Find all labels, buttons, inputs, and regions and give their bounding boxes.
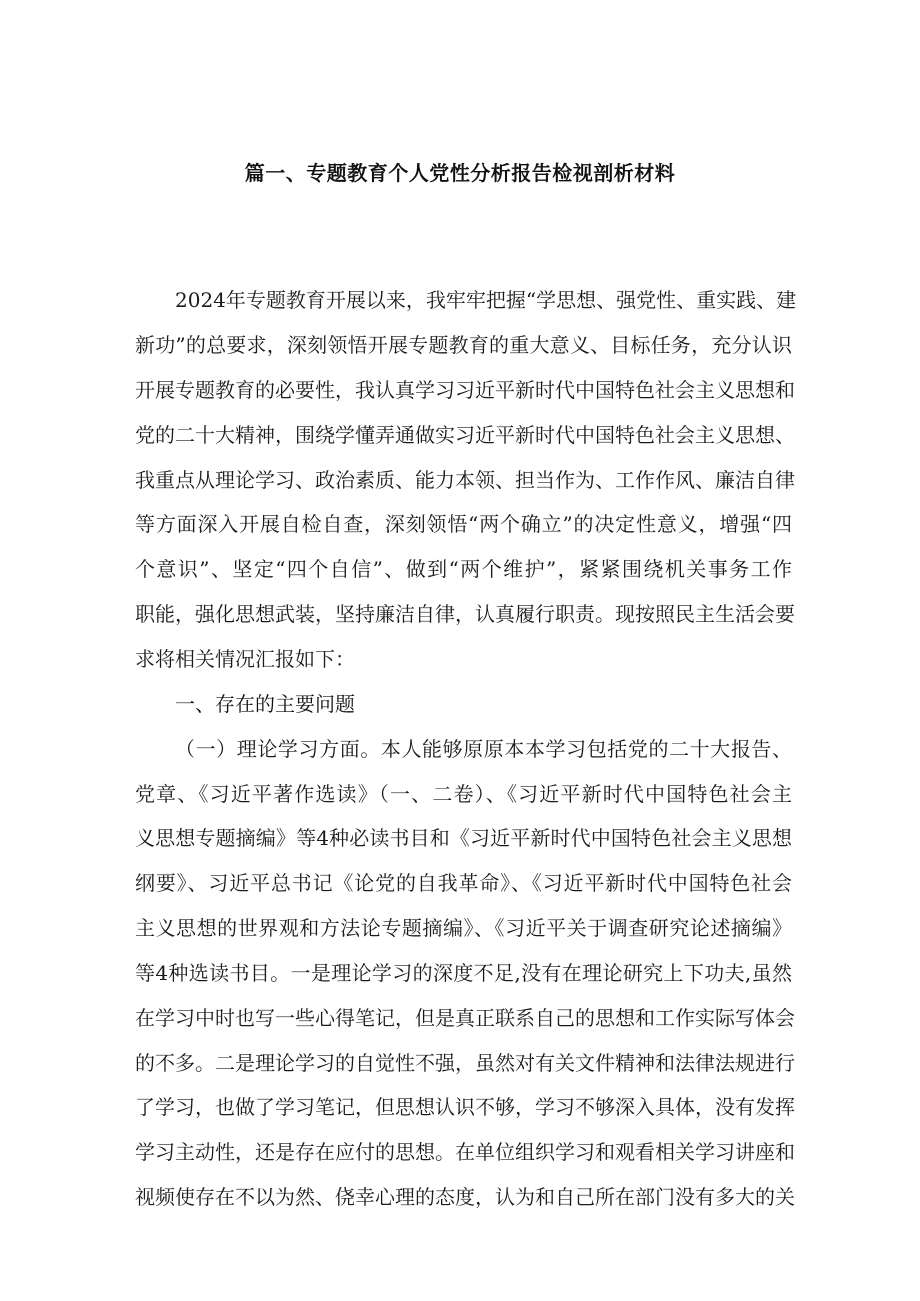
paragraph-line: （一）理论学习方面。本人能够原原本本学习包括党的二十大报告、 (175, 737, 792, 761)
paragraph-line: 求将相关情况汇报如下： (135, 647, 355, 671)
document-title: 篇一、专题教育个人党性分析报告检视剖析材料 (244, 161, 676, 185)
paragraph-line: 在学习中时也写一些心得笔记，但是真正联系自己的思想和工作实际写体会 (135, 1006, 795, 1030)
paragraph-line: 等4种选读书目。一是理论学习的深度不足,没有在理论研究上下功夫,虽然 (135, 961, 792, 985)
paragraph-line: 党章、《习近平著作选读》（一、二卷）、《习近平新时代中国特色社会主 (135, 782, 792, 806)
paragraph-line: 义思想专题摘编》等4种必读书目和《习近平新时代中国特色社会主义思想 (135, 826, 792, 850)
paragraph-line: 的不多。二是理论学习的自觉性不强，虽然对有关文件精神和法律法规进行 (135, 1051, 795, 1075)
paragraph-line: 2024年专题教育开展以来，我牢牢把握“学思想、强党性、重实践、建 (175, 288, 797, 312)
paragraph-line: 新功”的总要求，深刻领悟开展专题教育的重大意义、目标任务，充分认识 (135, 333, 792, 357)
paragraph-line: 纲要》、习近平总书记《论党的自我革命》、《习近平新时代中国特色社会 (135, 871, 792, 895)
paragraph-line: 学习主动性，还是存在应付的思想。在单位组织学习和观看相关学习讲座和 (135, 1140, 795, 1164)
paragraph-line: 等方面深入开展自检自查，深刻领悟“两个确立”的决定性意义，增强“四 (135, 512, 792, 536)
paragraph-line: 主义思想的世界观和方法论专题摘编》、《习近平关于调查研究论述摘编》 (135, 916, 792, 940)
paragraph-line: 了学习，也做了学习笔记，但思想认识不够，学习不够深入具体，没有发挥 (135, 1095, 795, 1119)
paragraph-line: 视频使存在不以为然、侥幸心理的态度，认为和自己所在部门没有多大的关 (135, 1185, 795, 1209)
section-heading: 一、存在的主要问题 (175, 692, 355, 716)
paragraph-line: 开展专题教育的必要性，我认真学习习近平新时代中国特色社会主义思想和 (135, 378, 795, 402)
paragraph-line: 我重点从理论学习、政治素质、能力本领、担当作为、工作作风、廉洁自律 (135, 468, 795, 492)
paragraph-line: 个意识”、坚定“四个自信”、做到“两个维护”，紧紧围绕机关事务工作 (135, 557, 792, 581)
paragraph-line: 党的二十大精神，围绕学懂弄通做实习近平新时代中国特色社会主义思想、 (135, 423, 795, 447)
paragraph-line: 职能，强化思想武装，坚持廉洁自律，认真履行职责。现按照民主生活会要 (135, 602, 795, 626)
